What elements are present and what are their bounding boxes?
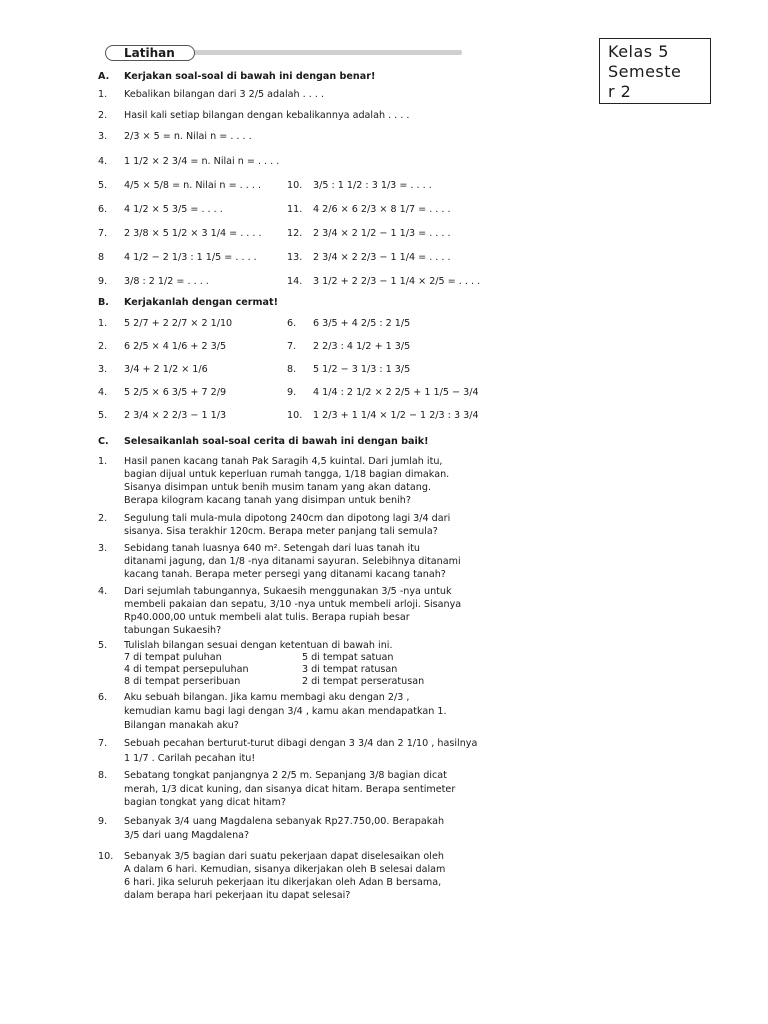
- question-number: 7.: [287, 341, 297, 352]
- question-text: 6 2/5 × 4 1/6 + 2 3/5: [124, 341, 227, 352]
- question-number: 10.: [287, 410, 303, 421]
- question-number: 5.: [98, 180, 108, 191]
- place-value-b: 3 di tempat ratusan: [302, 664, 398, 675]
- question-number: 7.: [98, 228, 108, 239]
- question-text: 5 2/7 + 2 2/7 × 2 1/10: [124, 318, 233, 329]
- c-problem-8-line: Sebatang tongkat panjangnya 2 2/5 m. Sepanjang 3/8 bagian dicat: [124, 770, 447, 781]
- c-problem-5-number: 5.: [98, 640, 108, 651]
- place-value-a: 7 di tempat puluhan: [124, 652, 222, 663]
- question-text: 2 3/4 × 2 1/2 − 1 1/3 = . . . .: [313, 228, 451, 239]
- question-text: Hasil kali setiap bilangan dengan kebalikannya adalah . . . .: [124, 110, 410, 121]
- section-a-label: A.: [98, 71, 110, 82]
- question-text: 2 3/4 × 2 2/3 − 1 1/4 = . . . .: [313, 252, 451, 263]
- question-text: 6 3/5 + 4 2/5 : 2 1/5: [313, 318, 411, 329]
- section-c-title: Selesaikanlah soal-soal cerita di bawah ini dengan baik!: [124, 436, 429, 447]
- question-number: 11.: [287, 204, 303, 215]
- c-problem-9-line: Sebanyak 3/4 uang Magdalena sebanyak Rp27.750,00. Berapakah: [124, 816, 445, 827]
- c-problem-2-number: 2.: [98, 513, 108, 524]
- c-problem-10-line: 6 hari. Jika seluruh pekerjaan itu dikerjakan oleh Adan B bersama,: [124, 877, 442, 888]
- c-problem-4-line: Rp40.000,00 untuk membeli alat tulis. Berapa rupiah besar: [124, 612, 410, 623]
- c-problem-1-number: 1.: [98, 456, 108, 467]
- question-text: Kebalikan bilangan dari 3 2/5 adalah . . . .: [124, 89, 325, 100]
- question-number: 9.: [98, 276, 108, 287]
- section-a-title: Kerjakan soal-soal di bawah ini dengan benar!: [124, 71, 376, 82]
- c-problem-10-line: dalam berapa hari pekerjaan itu dapat selesai?: [124, 890, 351, 901]
- section-c-label: C.: [98, 436, 109, 447]
- latihan-title: Latihan: [105, 45, 195, 61]
- section-b-label: B.: [98, 297, 109, 308]
- question-text: 4 2/6 × 6 2/3 × 8 1/7 = . . . .: [313, 204, 451, 215]
- kelas-box: Kelas 5 Semeste r 2: [599, 38, 711, 104]
- c-problem-1-line: Hasil panen kacang tanah Pak Saragih 4,5 kuintal. Dari jumlah itu,: [124, 456, 443, 467]
- question-number: 1.: [98, 318, 108, 329]
- c-problem-6-number: 6.: [98, 692, 108, 703]
- place-value-a: 8 di tempat perseribuan: [124, 676, 241, 687]
- place-value-a: 4 di tempat persepuluhan: [124, 664, 249, 675]
- c-problem-10-line: Sebanyak 3/5 bagian dari suatu pekerjaan dapat diselesaikan oleh: [124, 851, 444, 862]
- c-problem-6-line: Aku sebuah bilangan. Jika kamu membagi aku dengan 2/3 ,: [124, 692, 410, 703]
- question-number: 1.: [98, 89, 108, 100]
- c-problem-10-number: 10.: [98, 851, 114, 862]
- question-number: 3.: [98, 131, 108, 142]
- c-problem-2-line: Segulung tali mula-mula dipotong 240cm dan dipotong lagi 3/4 dari: [124, 513, 451, 524]
- c-problem-8-line: merah, 1/3 dicat kuning, dan sisanya dicat hitam. Berapa sentimeter: [124, 784, 456, 795]
- c-problem-5-intro: Tulislah bilangan sesuai dengan ketentuan di bawah ini.: [124, 640, 393, 651]
- c-problem-9-line: 3/5 dari uang Magdalena?: [124, 830, 250, 841]
- c-problem-3-line: ditanami jagung, dan 1/8 -nya ditanami sayuran. Selebihnya ditanami: [124, 556, 461, 567]
- question-number: 6.: [98, 204, 108, 215]
- c-problem-3-line: kacang tanah. Berapa meter persegi yang ditanami kacang tanah?: [124, 569, 446, 580]
- c-problem-9-number: 9.: [98, 816, 108, 827]
- c-problem-1-line: bagian dijual untuk keperluan rumah tangga, 1/18 bagian dimakan.: [124, 469, 450, 480]
- question-text: 4 1/2 × 5 3/5 = . . . .: [124, 204, 223, 215]
- question-text: 1 2/3 + 1 1/4 × 1/2 − 1 2/3 : 3 3/4: [313, 410, 479, 421]
- question-number: 2.: [98, 341, 108, 352]
- question-number: 12.: [287, 228, 303, 239]
- question-text: 3/4 + 2 1/2 × 1/6: [124, 364, 208, 375]
- c-problem-4-line: membeli pakaian dan sepatu, 3/10 -nya untuk membeli arloji. Sisanya: [124, 599, 462, 610]
- section-b-title: Kerjakanlah dengan cermat!: [124, 297, 278, 308]
- question-text: 4/5 × 5/8 = n. Nilai n = . . . .: [124, 180, 262, 191]
- question-text: 5 2/5 × 6 3/5 + 7 2/9: [124, 387, 227, 398]
- question-text: 5 1/2 − 3 1/3 : 1 3/5: [313, 364, 411, 375]
- c-problem-7-line: Sebuah pecahan berturut-turut dibagi dengan 3 3/4 dan 2 1/10 , hasilnya: [124, 738, 478, 749]
- question-number: 8.: [287, 364, 297, 375]
- c-problem-2-line: sisanya. Sisa terakhir 120cm. Berapa meter panjang tali semula?: [124, 526, 438, 537]
- question-text: 4 1/2 − 2 1/3 : 1 1/5 = . . . .: [124, 252, 257, 263]
- place-value-b: 5 di tempat satuan: [302, 652, 394, 663]
- question-text: 4 1/4 : 2 1/2 × 2 2/5 + 1 1/5 − 3/4: [313, 387, 479, 398]
- question-number: 3.: [98, 364, 108, 375]
- question-number: 9.: [287, 387, 297, 398]
- c-problem-3-line: Sebidang tanah luasnya 640 m². Setengah dari luas tanah itu: [124, 543, 421, 554]
- question-number: 2.: [98, 110, 108, 121]
- question-number: 6.: [287, 318, 297, 329]
- question-number: 4.: [98, 387, 108, 398]
- question-number: 14.: [287, 276, 303, 287]
- c-problem-3-number: 3.: [98, 543, 108, 554]
- latihan-header: [105, 45, 462, 59]
- question-text: 2 3/4 × 2 2/3 − 1 1/3: [124, 410, 227, 421]
- place-value-b: 2 di tempat perseratusan: [302, 676, 425, 687]
- c-problem-4-number: 4.: [98, 586, 108, 597]
- header-rule: [193, 50, 462, 55]
- question-text: 3 1/2 + 2 2/3 − 1 1/4 × 2/5 = . . . .: [313, 276, 481, 287]
- question-number: 4.: [98, 156, 108, 167]
- c-problem-8-line: bagian tongkat yang dicat hitam?: [124, 797, 286, 808]
- question-number: 5.: [98, 410, 108, 421]
- question-text: 2 2/3 : 4 1/2 + 1 3/5: [313, 341, 411, 352]
- c-problem-1-line: Sisanya disimpan untuk benih musim tanam yang akan datang.: [124, 482, 432, 493]
- c-problem-6-line: kemudian kamu bagi lagi dengan 3/4 , kamu akan mendapatkan 1.: [124, 706, 447, 717]
- question-text: 2 3/8 × 5 1/2 × 3 1/4 = . . . .: [124, 228, 262, 239]
- c-problem-7-line: 1 1/7 . Carilah pecahan itu!: [124, 753, 256, 764]
- c-problem-10-line: A dalam 6 hari. Kemudian, sisanya dikerjakan oleh B selesai dalam: [124, 864, 446, 875]
- question-text: 3/5 : 1 1/2 : 3 1/3 = . . . .: [313, 180, 432, 191]
- c-problem-4-line: Dari sejumlah tabungannya, Sukaesih menggunakan 3/5 -nya untuk: [124, 586, 452, 597]
- question-number: 13.: [287, 252, 303, 263]
- c-problem-8-number: 8.: [98, 770, 108, 781]
- question-text: 2/3 × 5 = n. Nilai n = . . . .: [124, 131, 252, 142]
- question-text: 3/8 : 2 1/2 = . . . .: [124, 276, 209, 287]
- question-number: 10.: [287, 180, 303, 191]
- c-problem-7-number: 7.: [98, 738, 108, 749]
- c-problem-1-line: Berapa kilogram kacang tanah yang disimpan untuk benih?: [124, 495, 411, 506]
- question-text: 1 1/2 × 2 3/4 = n. Nilai n = . . . .: [124, 156, 280, 167]
- question-number: 8: [98, 252, 105, 263]
- c-problem-4-line: tabungan Sukaesih?: [124, 625, 222, 636]
- c-problem-6-line: Bilangan manakah aku?: [124, 720, 239, 731]
